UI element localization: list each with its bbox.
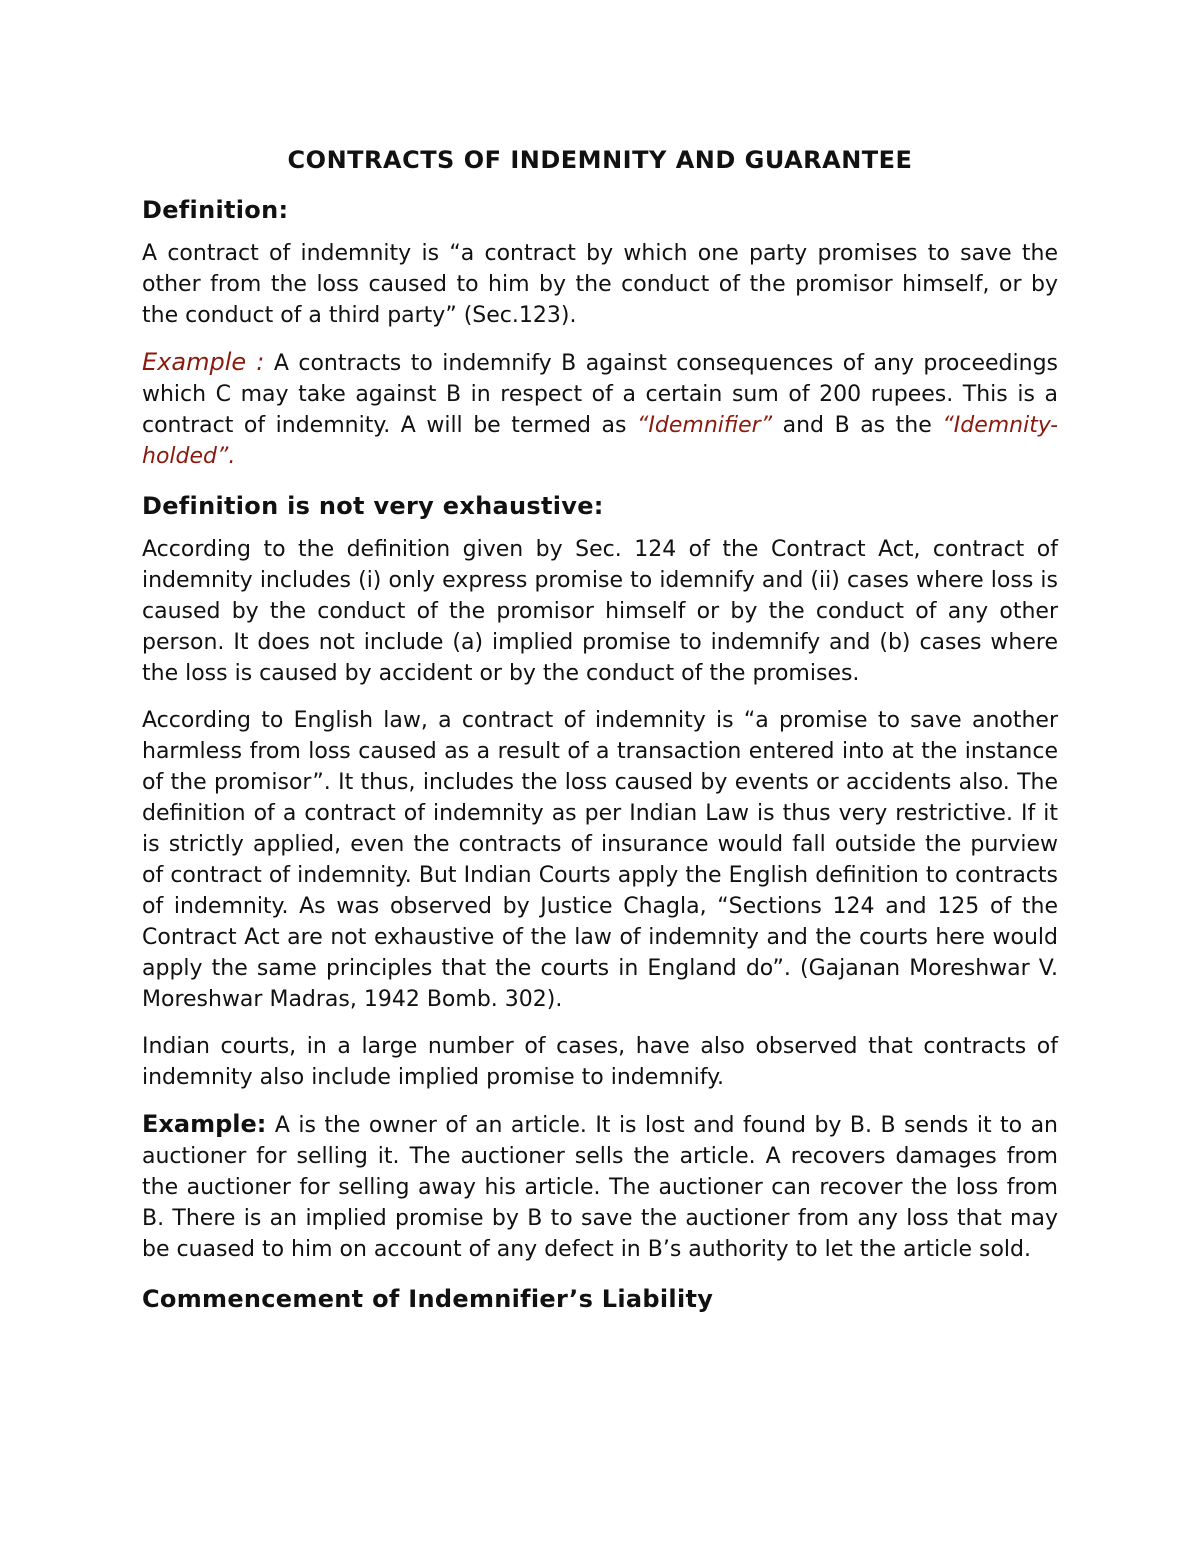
section-2-paragraph-2: According to English law, a contract of indemnity is “a promise to save another harmless from loss caused as a result of a transaction entered into at the instance of the promisor”. It thus, includes the loss caused by events or accidents also. The definition of a contract of indemnity as per Indian Law is thus very restrictive. If it is strictly applied, even the contracts of insurance would fall outside the purview of contract of indemnity. But Indian Courts apply the English definition to contracts of indemnity. As was observed by Justice Chagla, “Sections 124 and 125 of the Contract Act are not exhaustive of the law of indemnity and the courts here would apply the same principles that the courts in England do”. (Gajanan Moreshwar V. Moreshwar Madras, 1942 Bomb. 302).	[142, 708, 1058, 1012]
term-idemnifier: “Idemnifier”	[637, 413, 773, 438]
example-2-text: A is the owner of an article. It is lost and found by B. B sends it to an auctioner for selling it. The auctioner sells the article. A recovers damages from the auctioner for selling away his article. The auctioner can recover the loss from B. There is an implied promise by B to save the auctioner from any loss that may be cuased to him on account of any defect in B’s authority to let the article sold.	[142, 1113, 1058, 1262]
example-1-text-b: and B as the	[772, 413, 943, 438]
definition-heading: Definition:	[142, 196, 289, 224]
example-1-paragraph	[142, 347, 1058, 472]
example-2-label: Example:	[142, 1110, 267, 1138]
section-2-heading: Definition is not very exhaustive:	[142, 492, 604, 520]
example-2-paragraph	[142, 1109, 1058, 1265]
term-idemnity-holded: “Idemnity-holded”.	[142, 413, 1059, 469]
section-3-heading: Commencement of Indemnifier’s Liability	[142, 1285, 714, 1313]
section-2-paragraph-3: Indian courts, in a large number of cases, have also observed that contracts of indemnity also include implied promise to indemnify.	[142, 1034, 1058, 1090]
example-1-text-a: A contracts to indemnify B against consequences of any proceedings which C may take against B in respect of a certain sum of 200 rupees. This is a contract of indemnity. A will be termed as	[142, 351, 1058, 438]
example-1-label: Example :	[142, 348, 265, 376]
definition-paragraph: A contract of indemnity is “a contract by which one party promises to save the other from the loss caused to him by the conduct of the promisor himself, or by the conduct of a third party” (Sec.123).	[142, 241, 1058, 328]
document-page	[142, 140, 1058, 1327]
document-title: CONTRACTS OF INDEMNITY AND GUARANTEE	[287, 146, 913, 174]
section-2-paragraph-1: According to the definition given by Sec. 124 of the Contract Act, contract of indemnity includes (i) only express promise to idemnify and (ii) cases where loss is caused by the conduct of the promisor himself or by the conduct of any other person. It does not include (a) implied promise to indemnify and (b) cases where the loss is caused by accident or by the conduct of the promises.	[142, 537, 1058, 686]
